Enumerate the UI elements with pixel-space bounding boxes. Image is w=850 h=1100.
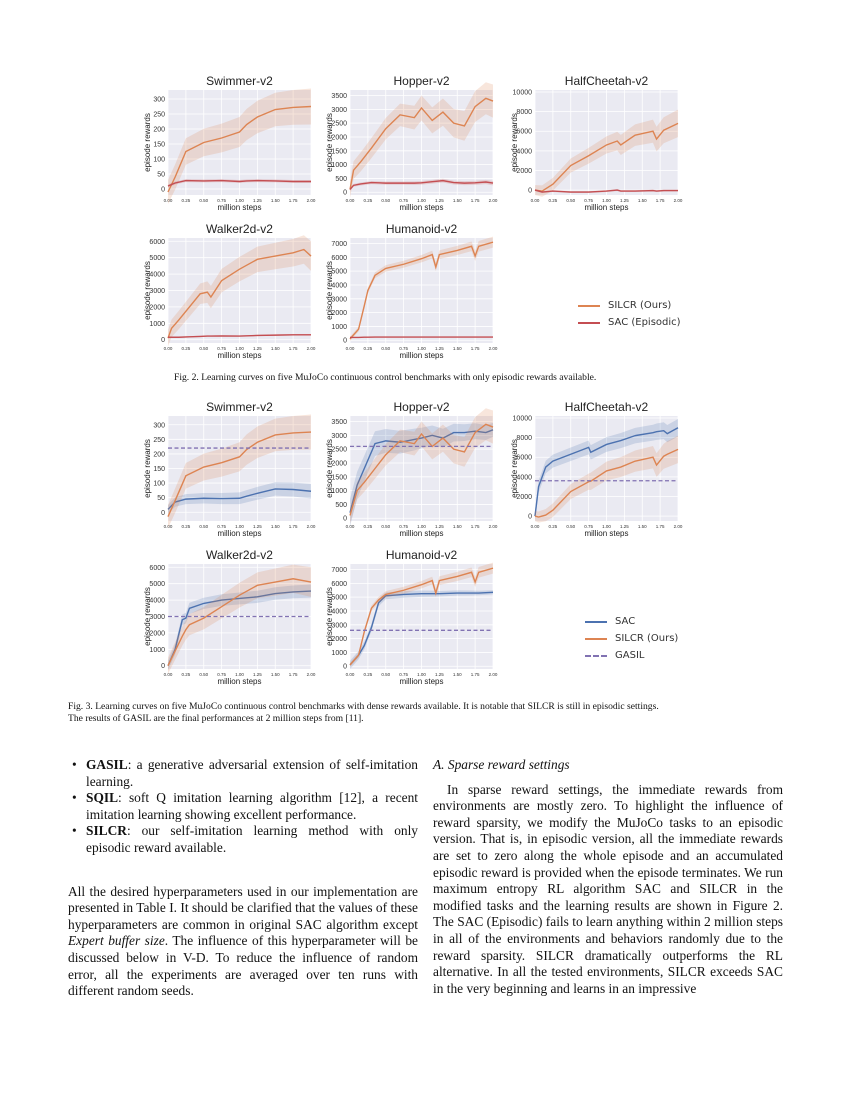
svg-text:1500: 1500 — [331, 474, 347, 482]
svg-text:0.75: 0.75 — [399, 524, 409, 529]
svg-text:0: 0 — [343, 189, 347, 197]
svg-text:1.25: 1.25 — [252, 198, 262, 203]
fig3-hopper-plot — [325, 398, 500, 543]
svg-text:million steps: million steps — [584, 203, 629, 212]
svg-text:3500: 3500 — [331, 419, 347, 427]
svg-text:0.25: 0.25 — [548, 524, 558, 529]
svg-text:100: 100 — [153, 480, 165, 488]
svg-text:0.75: 0.75 — [399, 346, 409, 351]
svg-text:Hopper-v2: Hopper-v2 — [393, 400, 450, 414]
svg-text:0.50: 0.50 — [381, 672, 391, 677]
bullet-silcr: • SILCR: our self-imitation learning method with only episodic reward available. — [68, 823, 418, 856]
legend-item-silcr: SILCR (Ours) — [585, 630, 678, 647]
gasil-dashed-swatch — [585, 655, 607, 657]
svg-text:500: 500 — [335, 175, 347, 183]
svg-text:5000: 5000 — [331, 594, 347, 602]
svg-text:0.75: 0.75 — [399, 672, 409, 677]
svg-text:0.00: 0.00 — [163, 524, 173, 529]
fig2-halfcheetah-plot — [510, 72, 685, 217]
svg-text:1.25: 1.25 — [434, 346, 444, 351]
svg-text:2.00: 2.00 — [673, 198, 683, 203]
svg-text:1.25: 1.25 — [252, 524, 262, 529]
svg-text:Humanoid-v2: Humanoid-v2 — [385, 222, 458, 236]
svg-text:3000: 3000 — [331, 106, 347, 114]
svg-text:6000: 6000 — [149, 564, 165, 572]
svg-text:250: 250 — [153, 436, 165, 444]
svg-text:1.00: 1.00 — [417, 198, 426, 203]
svg-text:0: 0 — [161, 663, 165, 671]
svg-text:3000: 3000 — [331, 622, 347, 630]
svg-text:300: 300 — [153, 96, 165, 104]
svg-text:5000: 5000 — [149, 581, 165, 589]
svg-text:2500: 2500 — [331, 446, 347, 454]
svg-text:2000: 2000 — [331, 460, 347, 468]
svg-text:500: 500 — [335, 501, 347, 509]
svg-text:episode rewards: episode rewards — [325, 439, 334, 498]
svg-text:3000: 3000 — [149, 288, 165, 295]
svg-text:4000: 4000 — [516, 474, 532, 482]
svg-text:1.50: 1.50 — [270, 524, 280, 529]
svg-text:0: 0 — [161, 337, 165, 345]
svg-text:1000: 1000 — [331, 649, 347, 657]
svg-text:1.25: 1.25 — [434, 524, 444, 529]
svg-text:2000: 2000 — [149, 304, 165, 312]
svg-text:2000: 2000 — [149, 630, 165, 638]
svg-text:episode rewards: episode rewards — [325, 587, 334, 646]
svg-text:8000: 8000 — [516, 435, 532, 443]
svg-text:10000: 10000 — [512, 89, 532, 97]
svg-text:1000: 1000 — [331, 488, 347, 496]
svg-text:1.75: 1.75 — [470, 346, 480, 351]
svg-text:0.00: 0.00 — [530, 198, 540, 203]
svg-text:2.00: 2.00 — [488, 672, 498, 677]
svg-text:2.00: 2.00 — [306, 672, 316, 677]
svg-text:0.25: 0.25 — [181, 672, 191, 677]
svg-text:2.00: 2.00 — [673, 524, 683, 529]
svg-text:6000: 6000 — [516, 128, 532, 136]
svg-text:1.25: 1.25 — [252, 346, 262, 351]
svg-text:1.25: 1.25 — [434, 672, 444, 677]
svg-text:1000: 1000 — [331, 323, 347, 331]
svg-text:0.50: 0.50 — [199, 346, 209, 351]
svg-text:1.75: 1.75 — [288, 672, 298, 677]
svg-text:0.00: 0.00 — [345, 198, 355, 203]
svg-text:episode rewards: episode rewards — [510, 439, 519, 498]
svg-text:1.75: 1.75 — [288, 524, 298, 529]
svg-text:0.25: 0.25 — [548, 198, 558, 203]
svg-text:2000: 2000 — [331, 310, 347, 318]
svg-text:episode rewards: episode rewards — [510, 113, 519, 172]
svg-text:million steps: million steps — [399, 677, 444, 686]
legend-item-silcr: SILCR (Ours) — [578, 297, 681, 314]
svg-text:1000: 1000 — [149, 320, 165, 328]
svg-text:HalfCheetah-v2: HalfCheetah-v2 — [564, 74, 649, 88]
svg-text:0.25: 0.25 — [363, 524, 373, 529]
svg-text:Swimmer-v2: Swimmer-v2 — [206, 400, 273, 414]
svg-text:1.00: 1.00 — [602, 198, 611, 203]
svg-text:0.00: 0.00 — [530, 524, 540, 529]
svg-text:1.75: 1.75 — [470, 198, 480, 203]
fig3-halfcheetah-plot — [510, 398, 685, 543]
svg-text:episode rewards: episode rewards — [143, 587, 152, 646]
svg-text:0.00: 0.00 — [345, 672, 355, 677]
svg-text:0.50: 0.50 — [566, 198, 576, 203]
svg-text:1.75: 1.75 — [470, 524, 480, 529]
svg-text:million steps: million steps — [217, 351, 262, 360]
svg-text:4000: 4000 — [149, 271, 165, 279]
svg-text:6000: 6000 — [149, 238, 165, 246]
svg-text:50: 50 — [157, 171, 165, 179]
svg-text:0.00: 0.00 — [345, 346, 355, 351]
fig3-walker2d-plot — [143, 546, 318, 691]
fig2-humanoid-plot — [325, 220, 500, 365]
hyperparameter-paragraph: All the desired hyperparameters used in our implementation are presented in Table I. It should be clarified that the values of these hyperparameters are common in original SAC algorithm except Expert buffer size. The influence of this hyperparameter will be discussed below in V-D. To reduce the influence of random error, all the experiments are averaged over ten runs with different random seeds. — [68, 883, 418, 999]
svg-text:2000: 2000 — [516, 493, 532, 501]
svg-text:HalfCheetah-v2: HalfCheetah-v2 — [564, 400, 649, 414]
svg-text:Swimmer-v2: Swimmer-v2 — [206, 74, 273, 88]
svg-text:0.00: 0.00 — [163, 672, 173, 677]
svg-text:0.50: 0.50 — [199, 198, 209, 203]
svg-text:0.50: 0.50 — [199, 524, 209, 529]
svg-text:4000: 4000 — [149, 597, 165, 605]
svg-text:Walker2d-v2: Walker2d-v2 — [206, 222, 273, 236]
svg-text:0: 0 — [343, 515, 347, 523]
svg-text:1.00: 1.00 — [235, 672, 244, 677]
silcr-line-swatch — [585, 638, 607, 640]
svg-text:Humanoid-v2: Humanoid-v2 — [385, 548, 458, 562]
svg-text:3000: 3000 — [149, 614, 165, 621]
svg-text:1.50: 1.50 — [637, 198, 647, 203]
svg-text:6000: 6000 — [516, 454, 532, 462]
svg-text:1.50: 1.50 — [452, 672, 462, 677]
svg-text:50: 50 — [157, 495, 165, 503]
svg-text:0: 0 — [161, 509, 165, 517]
svg-text:100: 100 — [153, 156, 165, 164]
svg-text:0.75: 0.75 — [217, 198, 227, 203]
svg-text:1.00: 1.00 — [417, 672, 426, 677]
svg-text:1.25: 1.25 — [252, 672, 262, 677]
svg-text:1.25: 1.25 — [619, 198, 629, 203]
svg-text:1.00: 1.00 — [417, 346, 426, 351]
svg-text:4000: 4000 — [516, 148, 532, 156]
svg-text:3500: 3500 — [331, 93, 347, 101]
svg-text:0.00: 0.00 — [163, 346, 173, 351]
svg-text:million steps: million steps — [399, 351, 444, 360]
svg-text:2500: 2500 — [331, 120, 347, 128]
right-column — [433, 757, 783, 997]
svg-text:million steps: million steps — [399, 203, 444, 212]
svg-text:0.75: 0.75 — [217, 672, 227, 677]
svg-text:0.25: 0.25 — [363, 198, 373, 203]
svg-text:1.00: 1.00 — [235, 524, 244, 529]
svg-text:4000: 4000 — [331, 608, 347, 616]
svg-text:5000: 5000 — [331, 268, 347, 276]
svg-text:0.50: 0.50 — [381, 198, 391, 203]
svg-text:2.00: 2.00 — [488, 346, 498, 351]
svg-text:0.50: 0.50 — [381, 346, 391, 351]
svg-text:3000: 3000 — [331, 296, 347, 304]
svg-text:1.75: 1.75 — [288, 346, 298, 351]
legend-item-sac-episodic: SAC (Episodic) — [578, 314, 681, 331]
svg-text:1.50: 1.50 — [452, 346, 462, 351]
svg-text:2000: 2000 — [331, 134, 347, 142]
svg-text:0: 0 — [343, 663, 347, 671]
svg-text:episode rewards: episode rewards — [143, 261, 152, 320]
svg-text:million steps: million steps — [217, 529, 262, 538]
fig3-caption: Fig. 3. Learning curves on five MuJoCo continuous control benchmarks with dense rewards available. It is notable that SILCR is still in episodic settings. The results of GASIL are the final performances at 2 million steps from [11]. — [68, 701, 659, 724]
svg-text:1.75: 1.75 — [655, 198, 665, 203]
svg-text:150: 150 — [153, 466, 165, 473]
svg-text:1.00: 1.00 — [235, 346, 244, 351]
svg-text:0.25: 0.25 — [363, 672, 373, 677]
fig3-swimmer-plot — [143, 398, 318, 543]
svg-text:0.75: 0.75 — [217, 346, 227, 351]
svg-text:1.25: 1.25 — [434, 198, 444, 203]
svg-text:episode rewards: episode rewards — [325, 113, 334, 172]
svg-text:1.75: 1.75 — [655, 524, 665, 529]
sac-episodic-line-swatch — [578, 322, 600, 324]
svg-text:0.50: 0.50 — [566, 524, 576, 529]
fig2-legend — [578, 297, 681, 331]
svg-text:0.00: 0.00 — [163, 198, 173, 203]
svg-text:2.00: 2.00 — [306, 346, 316, 351]
fig3-humanoid-plot — [325, 546, 500, 691]
svg-text:million steps: million steps — [217, 677, 262, 686]
svg-text:0.75: 0.75 — [584, 524, 594, 529]
fig2-caption: Fig. 2. Learning curves on five MuJoCo continuous control benchmarks with only episodic rewards available. — [174, 372, 597, 383]
svg-text:2000: 2000 — [331, 636, 347, 644]
svg-text:3000: 3000 — [331, 432, 347, 440]
svg-text:Hopper-v2: Hopper-v2 — [393, 74, 450, 88]
svg-text:2.00: 2.00 — [306, 524, 316, 529]
svg-text:0.25: 0.25 — [181, 346, 191, 351]
svg-text:6000: 6000 — [331, 254, 347, 262]
svg-text:0.75: 0.75 — [584, 198, 594, 203]
svg-text:1500: 1500 — [331, 148, 347, 156]
legend-item-gasil: GASIL — [585, 647, 678, 664]
svg-text:0.25: 0.25 — [363, 346, 373, 351]
svg-text:10000: 10000 — [512, 415, 532, 423]
svg-text:episode rewards: episode rewards — [143, 439, 152, 498]
svg-text:7000: 7000 — [331, 241, 347, 249]
svg-text:300: 300 — [153, 422, 165, 430]
svg-text:1.50: 1.50 — [637, 524, 647, 529]
svg-text:1.75: 1.75 — [470, 672, 480, 677]
svg-text:250: 250 — [153, 111, 165, 119]
svg-text:7000: 7000 — [331, 567, 347, 575]
svg-text:2.00: 2.00 — [488, 524, 498, 529]
sparse-reward-paragraph: In sparse reward settings, the immediate rewards from environments are mostly zero. To highlight the influence of reward sparsity, we modify the MuJoCo tasks to an episodic version. That is, in episodic version, all the immediate rewards are set to zero along the whole episode and an accumulated episodic reward is provided when the episode terminates. We run maximum entropy RL algorithm SAC and SILCR in the modified tasks and the learning results are shown in Figure 2. The SAC (Episodic) fails to learn anything within 2 million steps in all of the environments and behaviors randomly due to the reward sparsity. SILCR dramatically outperforms the RL alternative. In all the tested environments, SILCR exceeds SAC in the very beginning and learns in an impressive — [433, 781, 783, 996]
svg-text:0.25: 0.25 — [181, 524, 191, 529]
svg-text:0.75: 0.75 — [217, 524, 227, 529]
legend-item-sac: SAC — [585, 613, 678, 630]
svg-text:million steps: million steps — [584, 529, 629, 538]
svg-text:million steps: million steps — [217, 203, 262, 212]
svg-text:1000: 1000 — [149, 646, 165, 654]
svg-text:episode rewards: episode rewards — [325, 261, 334, 320]
fig2-walker2d-plot — [143, 220, 318, 365]
bullet-gasil: • GASIL: a generative adversarial extension of self-imitation learning. — [68, 757, 418, 790]
svg-text:1.00: 1.00 — [235, 198, 244, 203]
svg-text:6000: 6000 — [331, 580, 347, 588]
svg-text:2.00: 2.00 — [488, 198, 498, 203]
svg-text:0: 0 — [343, 337, 347, 345]
svg-text:1.00: 1.00 — [417, 524, 426, 529]
fig3-legend — [585, 613, 678, 664]
svg-text:0.25: 0.25 — [181, 198, 191, 203]
svg-text:1.50: 1.50 — [270, 346, 280, 351]
svg-text:1000: 1000 — [331, 162, 347, 170]
left-column — [68, 757, 418, 1000]
svg-text:episode rewards: episode rewards — [143, 113, 152, 172]
svg-text:1.75: 1.75 — [288, 198, 298, 203]
bullet-sqil: • SQIL: soft Q imitation learning algorithm [12], a recent imitation learning showing excellent performance. — [68, 790, 418, 823]
svg-text:1.50: 1.50 — [452, 198, 462, 203]
svg-text:1.50: 1.50 — [270, 672, 280, 677]
svg-text:1.00: 1.00 — [602, 524, 611, 529]
svg-text:1.50: 1.50 — [270, 198, 280, 203]
svg-text:200: 200 — [153, 126, 165, 134]
svg-text:0: 0 — [528, 513, 532, 521]
fig2-hopper-plot — [325, 72, 500, 217]
svg-text:million steps: million steps — [399, 529, 444, 538]
svg-text:8000: 8000 — [516, 109, 532, 117]
section-heading: A. Sparse reward settings — [433, 757, 570, 772]
svg-text:Walker2d-v2: Walker2d-v2 — [206, 548, 273, 562]
svg-text:150: 150 — [153, 141, 165, 149]
svg-text:200: 200 — [153, 451, 165, 459]
svg-text:5000: 5000 — [149, 255, 165, 263]
svg-text:2000: 2000 — [516, 167, 532, 175]
sac-line-swatch — [585, 621, 607, 623]
svg-text:1.50: 1.50 — [452, 524, 462, 529]
svg-text:0.50: 0.50 — [381, 524, 391, 529]
svg-text:0: 0 — [528, 187, 532, 195]
svg-text:4000: 4000 — [331, 282, 347, 290]
svg-text:0.50: 0.50 — [199, 672, 209, 677]
svg-text:0.75: 0.75 — [399, 198, 409, 203]
svg-text:0: 0 — [161, 186, 165, 194]
svg-text:0.00: 0.00 — [345, 524, 355, 529]
svg-text:2.00: 2.00 — [306, 198, 316, 203]
svg-text:1.25: 1.25 — [619, 524, 629, 529]
silcr-line-swatch — [578, 305, 600, 307]
fig2-swimmer-plot — [143, 72, 318, 217]
